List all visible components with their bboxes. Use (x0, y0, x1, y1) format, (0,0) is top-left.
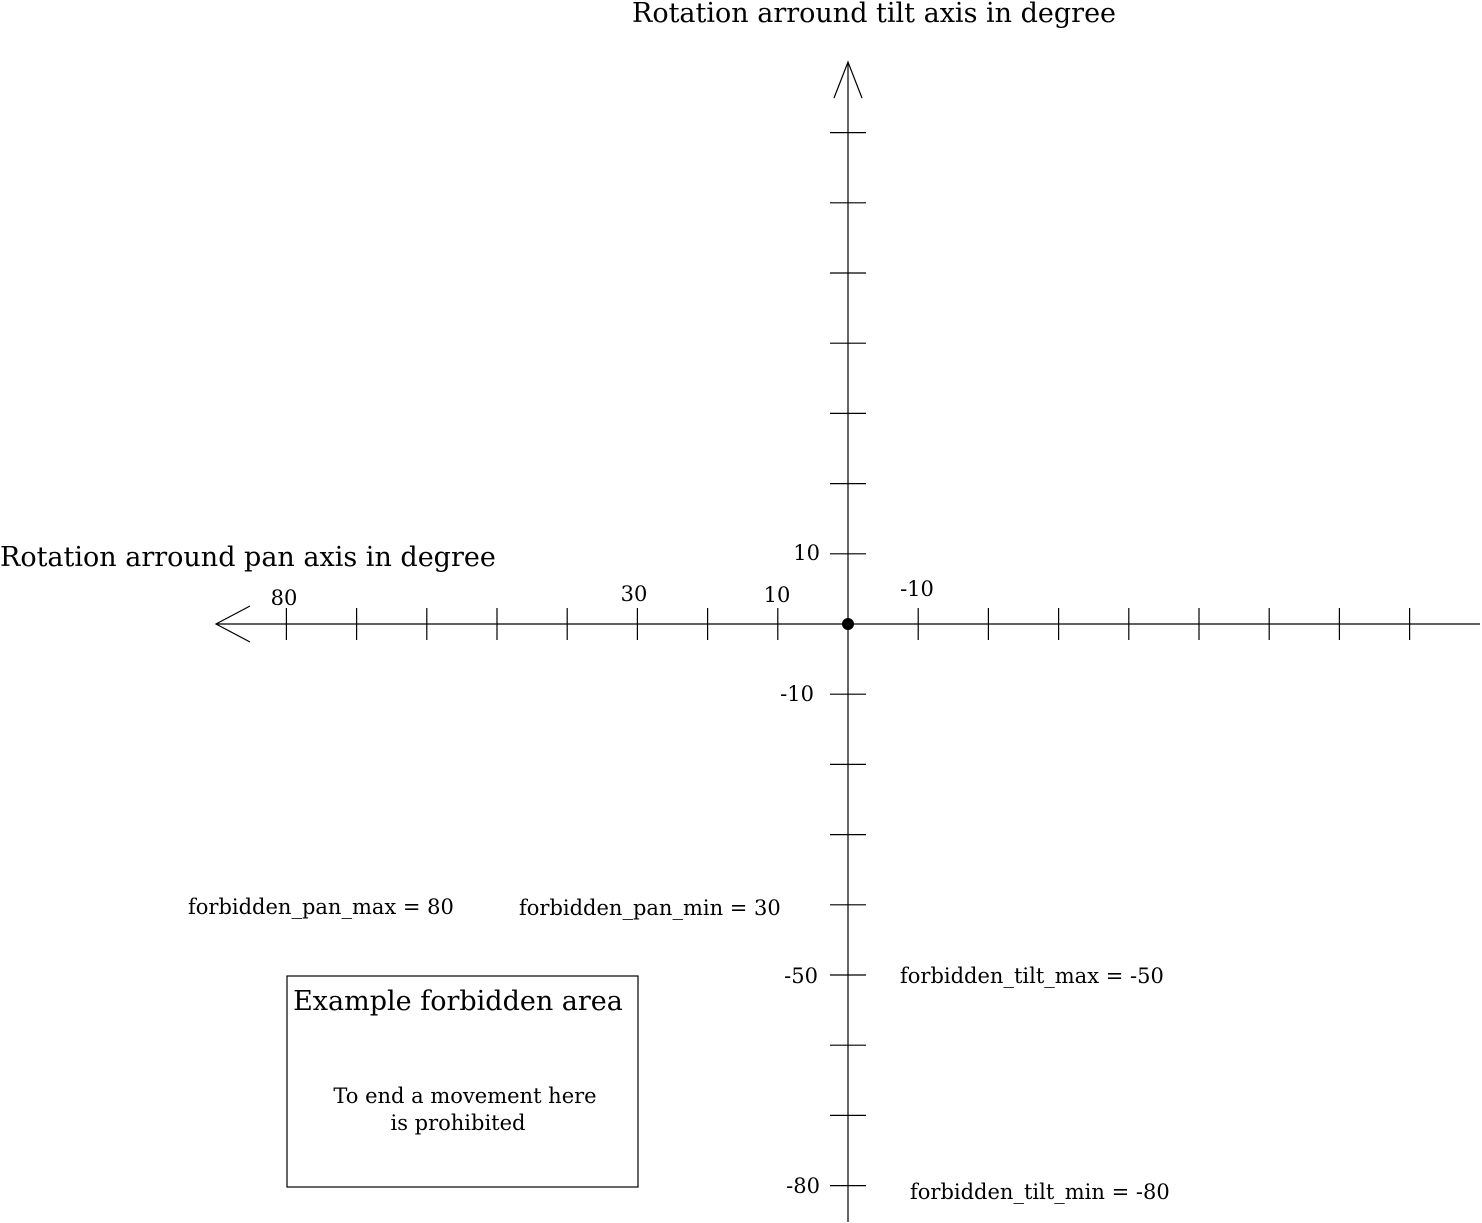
forbidden-area-title: Example forbidden area (293, 986, 623, 1017)
forbidden-area-text-line2: is prohibited (390, 1111, 526, 1135)
tilt-tick-label-minus-80: -80 (786, 1174, 820, 1198)
tilt-tick-label-minus-50: -50 (784, 964, 818, 988)
pan-max-label: forbidden_pan_max = 80 (188, 895, 454, 919)
tilt-tick-label-minus-10: -10 (780, 682, 814, 706)
tilt-axis-title: Rotation arround tilt axis in degree (632, 0, 1117, 29)
pan-tick-label-10: 10 (763, 583, 791, 607)
tilt-min-label: forbidden_tilt_min = -80 (910, 1180, 1170, 1204)
pan-axis-title: Rotation arround pan axis in degree (0, 542, 496, 573)
forbidden-area-text-line1: To end a movement here (333, 1084, 597, 1108)
origin-point (842, 618, 854, 630)
tilt-tick-label-10: 10 (793, 541, 820, 565)
tilt-max-label: forbidden_tilt_max = -50 (900, 964, 1164, 988)
pan-tick-label-30: 30 (620, 582, 648, 606)
pan-tick-label-minus-10: -10 (900, 577, 934, 601)
pan-tick-label-80: 80 (270, 586, 298, 610)
pan-min-label: forbidden_pan_min = 30 (519, 896, 781, 920)
